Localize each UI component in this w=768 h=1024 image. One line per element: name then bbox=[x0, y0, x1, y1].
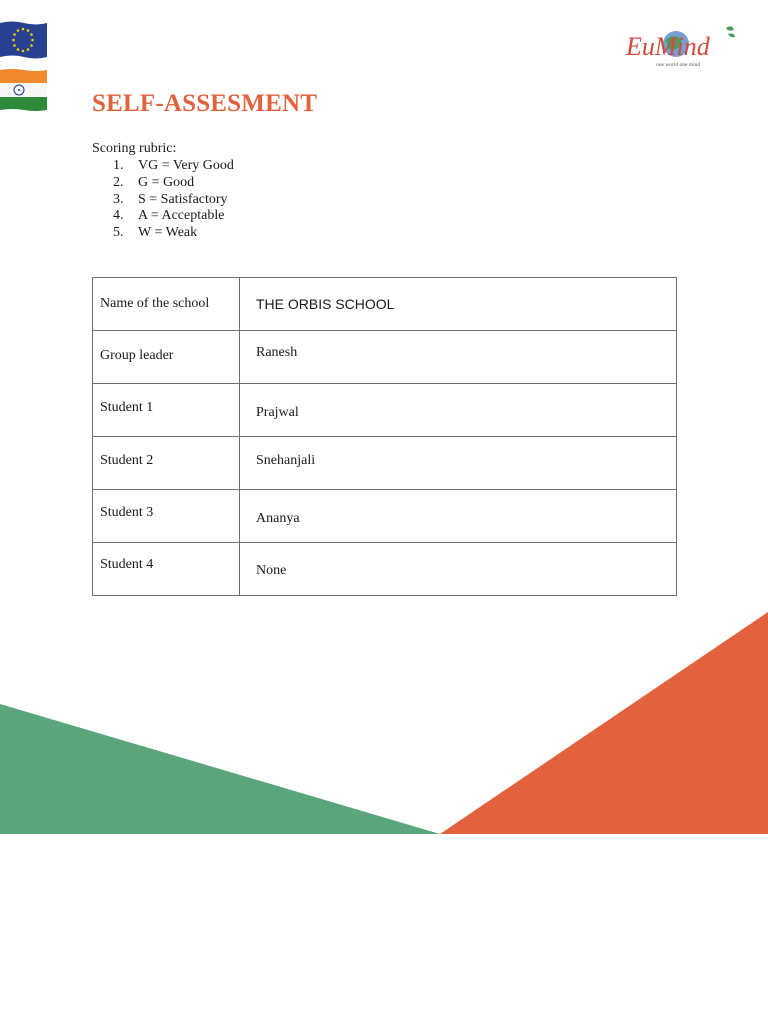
rubric-heading: Scoring rubric: bbox=[92, 141, 177, 156]
eumind-logo bbox=[622, 22, 738, 70]
table-row bbox=[93, 437, 677, 490]
table-row bbox=[93, 490, 677, 543]
table-row bbox=[93, 384, 677, 437]
decorative-triangles bbox=[0, 600, 768, 836]
rubric-item bbox=[113, 158, 234, 175]
orange-triangle bbox=[440, 612, 768, 834]
rubric-item-text: S = Satisfactory bbox=[138, 191, 228, 207]
rubric-item-text: VG = Very Good bbox=[138, 158, 234, 173]
rubric-item-text: W = Weak bbox=[138, 225, 198, 241]
rubric-item-number: 3. bbox=[113, 191, 124, 207]
rubric-item-number: 5. bbox=[113, 225, 124, 241]
rubric-item-number: 4. bbox=[113, 208, 124, 224]
table-label-cell bbox=[93, 384, 240, 437]
row-label: Group leader bbox=[100, 348, 174, 363]
table-value-cell bbox=[240, 278, 677, 331]
rubric-item bbox=[113, 225, 234, 242]
rubric-item bbox=[113, 192, 234, 209]
logo-text: EuMind bbox=[626, 32, 710, 61]
eu-flag-icon bbox=[0, 20, 47, 60]
page-title: SELF-ASSESMENT bbox=[92, 90, 318, 117]
table-value-cell bbox=[240, 437, 677, 490]
row-label: Student 1 bbox=[100, 400, 154, 415]
rubric-item bbox=[113, 208, 234, 225]
table-label-cell bbox=[93, 278, 240, 331]
table-value-cell bbox=[240, 331, 677, 384]
rubric-item-number: 2. bbox=[113, 174, 124, 190]
rubric-list bbox=[113, 158, 234, 242]
table-label-cell bbox=[93, 490, 240, 543]
row-label: Name of the school bbox=[100, 296, 210, 311]
table-label-cell bbox=[93, 331, 240, 384]
green-triangle bbox=[0, 704, 440, 834]
row-value: Ananya bbox=[256, 511, 300, 526]
row-value: None bbox=[256, 563, 287, 578]
table-label-cell bbox=[93, 543, 240, 596]
rubric-item-text: A = Acceptable bbox=[138, 208, 225, 224]
logo-tagline: one world one mind bbox=[656, 62, 701, 68]
row-value: Prajwal bbox=[256, 405, 299, 420]
table-row bbox=[93, 278, 677, 331]
table-row bbox=[93, 543, 677, 596]
india-flag-icon bbox=[0, 68, 47, 112]
team-info-table bbox=[92, 277, 677, 596]
table-label-cell bbox=[93, 437, 240, 490]
table-value-cell bbox=[240, 490, 677, 543]
row-value: Ranesh bbox=[256, 345, 298, 360]
row-value: THE ORBIS SCHOOL bbox=[256, 296, 395, 312]
rubric-item-number: 1. bbox=[113, 158, 124, 173]
table-value-cell bbox=[240, 543, 677, 596]
row-label: Student 4 bbox=[100, 557, 154, 572]
table-value-cell bbox=[240, 384, 677, 437]
table-row bbox=[93, 331, 677, 384]
row-value: Snehanjali bbox=[256, 453, 316, 468]
rubric-item-text: G = Good bbox=[138, 174, 195, 190]
rubric-item bbox=[113, 175, 234, 192]
row-label: Student 2 bbox=[100, 453, 154, 468]
row-label: Student 3 bbox=[100, 505, 154, 520]
